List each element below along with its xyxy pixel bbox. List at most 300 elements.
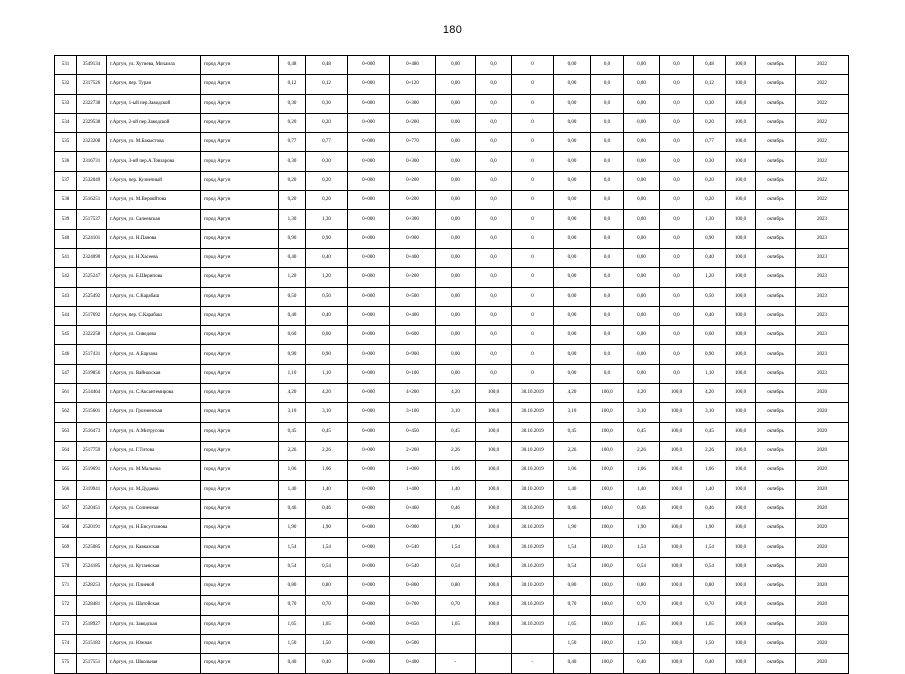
road-name-cell: г.Аргун, ул. Заводская [107,615,201,634]
inspection-date-cell: 30.10.2019 [512,384,554,403]
percent-normative-cell: 100,0 [476,499,512,518]
completion-month-cell: октябрь [756,306,796,325]
percent-standard-cell: 0,0 [660,94,694,113]
length-total-cell: 0,30 [279,152,306,171]
completion-month-cell: октябрь [756,403,796,422]
completion-year-cell: 2020 [796,577,849,596]
start-km-cell: 0+000 [348,248,390,267]
percent-compliant-cell: 100,0 [726,210,756,229]
length-asphalt-cell: 0,60 [306,326,348,345]
length-total-cell: 0,50 [279,287,306,306]
end-km-cell: 0+700 [390,596,436,615]
length-normative-cell: 0,70 [436,596,476,615]
percent-standard-cell: 100,0 [660,441,694,460]
end-km-cell: 2+260 [390,441,436,460]
length-asphalt-cell: 1,06 [306,461,348,480]
percent-repaired-cell: 0,0 [591,113,624,132]
length-standard-cell: 0,00 [624,210,660,229]
length-total-cell: 2,26 [279,441,306,460]
length-asphalt-cell: 0,48 [306,56,348,75]
percent-normative-cell: 0,0 [476,94,512,113]
table-row [55,557,849,576]
percent-normative-cell: 100,0 [476,384,512,403]
inspection-date-cell: 0 [512,345,554,364]
length-normative-cell [436,634,476,653]
percent-standard-cell: 0,0 [660,191,694,210]
percent-compliant-cell: 100,0 [726,229,756,248]
completion-year-cell: 2023 [796,229,849,248]
settlement-cell: город Аргун [201,171,279,190]
length-compliant-cell: 1,40 [694,480,726,499]
length-asphalt-cell: 1,65 [306,615,348,634]
length-asphalt-cell: 0,54 [306,557,348,576]
end-km-cell: 0+500 [390,634,436,653]
length-normative-cell: 0,00 [436,345,476,364]
completion-year-cell: 2023 [796,326,849,345]
percent-standard-cell: 0,0 [660,364,694,383]
percent-standard-cell: 0,0 [660,248,694,267]
road-name-cell: г.Аргун, ул. А.Митрусова [107,422,201,441]
end-km-cell: 0+200 [390,191,436,210]
length-standard-cell: 0,00 [624,191,660,210]
start-km-cell: 0+000 [348,171,390,190]
length-asphalt-cell: 0,90 [306,229,348,248]
percent-standard-cell: 0,0 [660,133,694,152]
length-compliant-cell: 0,46 [694,499,726,518]
length-standard-cell: 0,00 [624,113,660,132]
length-normative-cell: 0,46 [436,499,476,518]
road-id-cell: 2525492 [77,287,107,306]
completion-year-cell: 2020 [796,596,849,615]
length-total-cell: 0,77 [279,133,306,152]
length-compliant-cell: 4,20 [694,384,726,403]
completion-month-cell: октябрь [756,596,796,615]
percent-standard-cell: 100,0 [660,577,694,596]
completion-month-cell: октябрь [756,480,796,499]
length-asphalt-cell: 0,30 [306,94,348,113]
length-standard-cell: 0,00 [624,345,660,364]
length-asphalt-cell: 0,45 [306,422,348,441]
completion-year-cell: 2022 [796,113,849,132]
percent-standard-cell: 100,0 [660,461,694,480]
page-number: 180 [442,24,463,36]
length-standard-cell: 0,70 [624,596,660,615]
completion-month-cell: октябрь [756,461,796,480]
row-number-cell: 535 [55,133,77,152]
table-row [55,268,849,287]
percent-standard-cell: 0,0 [660,152,694,171]
row-number-cell: 536 [55,152,77,171]
length-asphalt-cell: 1,30 [306,210,348,229]
length-total-cell: 1,30 [279,210,306,229]
completion-year-cell: 2023 [796,248,849,267]
length-compliant-cell: 1,54 [694,538,726,557]
inspection-date-cell: 30.10.2019 [512,499,554,518]
percent-repaired-cell: 100,0 [591,634,624,653]
start-km-cell: 0+000 [348,326,390,345]
completion-year-cell: 2020 [796,634,849,653]
settlement-cell: город Аргун [201,345,279,364]
length-repaired-cell: 1,54 [554,538,591,557]
length-standard-cell: 0,54 [624,557,660,576]
percent-standard-cell: 0,0 [660,229,694,248]
road-name-cell: г.Аргун, ул. Кавказская [107,538,201,557]
percent-standard-cell: 0,0 [660,171,694,190]
road-register-table [54,55,849,674]
length-compliant-cell: 0,30 [694,94,726,113]
percent-repaired-cell: 100,0 [591,403,624,422]
percent-compliant-cell: 100,0 [726,654,756,673]
table-row [55,248,849,267]
inspection-date-cell: 0 [512,229,554,248]
length-asphalt-cell: 0,50 [306,287,348,306]
length-compliant-cell: 1,90 [694,519,726,538]
percent-compliant-cell: 100,0 [726,634,756,653]
completion-year-cell: 2023 [796,364,849,383]
percent-standard-cell: 0,0 [660,75,694,94]
completion-month-cell: октябрь [756,56,796,75]
start-km-cell: 0+000 [348,94,390,113]
percent-normative-cell: 0,0 [476,248,512,267]
length-normative-cell: 0,00 [436,171,476,190]
start-km-cell: 0+000 [348,306,390,325]
completion-month-cell: октябрь [756,133,796,152]
length-asphalt-cell: 0,80 [306,577,348,596]
settlement-cell: город Аргун [201,248,279,267]
completion-month-cell: октябрь [756,268,796,287]
length-asphalt-cell: 0,30 [306,152,348,171]
settlement-cell: город Аргун [201,480,279,499]
inspection-date-cell: 0 [512,191,554,210]
start-km-cell: 0+000 [348,345,390,364]
road-id-cell: 2515183 [77,634,107,653]
completion-month-cell: октябрь [756,422,796,441]
road-id-cell: 2516251 [77,191,107,210]
completion-month-cell: октябрь [756,171,796,190]
percent-repaired-cell: 0,0 [591,229,624,248]
inspection-date-cell: 0 [512,364,554,383]
percent-repaired-cell: 0,0 [591,133,624,152]
inspection-date-cell: 0 [512,248,554,267]
end-km-cell: 0+450 [390,422,436,441]
percent-normative-cell: 0,0 [476,345,512,364]
row-number-cell: 539 [55,210,77,229]
settlement-cell: город Аргун [201,268,279,287]
start-km-cell: 0+000 [348,441,390,460]
length-repaired-cell: 0,70 [554,596,591,615]
completion-year-cell: 2020 [796,538,849,557]
settlement-cell: город Аргун [201,634,279,653]
percent-compliant-cell: 100,0 [726,191,756,210]
start-km-cell: 0+000 [348,403,390,422]
length-asphalt-cell: 0,20 [306,191,348,210]
completion-month-cell: октябрь [756,94,796,113]
end-km-cell: 0+540 [390,538,436,557]
length-asphalt-cell: 0,90 [306,345,348,364]
length-normative-cell: 0,00 [436,248,476,267]
start-km-cell: 0+000 [348,287,390,306]
length-asphalt-cell: 0,20 [306,113,348,132]
start-km-cell: 0+000 [348,538,390,557]
percent-repaired-cell: 0,0 [591,287,624,306]
end-km-cell: 4+200 [390,384,436,403]
completion-year-cell: 2022 [796,75,849,94]
percent-normative-cell [476,634,512,653]
length-standard-cell: 0,00 [624,75,660,94]
table-row [55,113,849,132]
length-repaired-cell: 0,00 [554,345,591,364]
length-standard-cell: 0,00 [624,287,660,306]
table-row [55,480,849,499]
percent-compliant-cell: 100,0 [726,403,756,422]
percent-repaired-cell: 0,0 [591,345,624,364]
percent-compliant-cell: 100,0 [726,384,756,403]
percent-compliant-cell: 100,0 [726,577,756,596]
row-number-cell: 561 [55,384,77,403]
inspection-date-cell: 0 [512,152,554,171]
length-normative-cell: - [436,654,476,673]
road-id-cell: 2532049 [77,171,107,190]
percent-normative-cell: 100,0 [476,538,512,557]
row-number-cell: 562 [55,403,77,422]
length-standard-cell: 1,50 [624,634,660,653]
length-total-cell: 0,90 [279,345,306,364]
percent-normative-cell: 0,0 [476,326,512,345]
percent-compliant-cell: 100,0 [726,287,756,306]
percent-repaired-cell: 0,0 [591,210,624,229]
end-km-cell: 0+900 [390,345,436,364]
length-total-cell: 0,20 [279,113,306,132]
length-standard-cell: 0,00 [624,133,660,152]
row-number-cell: 545 [55,326,77,345]
length-repaired-cell: 0,00 [554,229,591,248]
percent-repaired-cell: 0,0 [591,326,624,345]
row-number-cell: 568 [55,519,77,538]
length-total-cell: 0,20 [279,191,306,210]
road-name-cell: г.Аргун, ул. Н.Бисултанова [107,519,201,538]
length-normative-cell: 0,54 [436,557,476,576]
table-row [55,596,849,615]
percent-compliant-cell: 100,0 [726,364,756,383]
completion-year-cell: 2020 [796,654,849,673]
road-name-cell: г.Аргун, ул. С.Карабаш [107,287,201,306]
percent-normative-cell: 100,0 [476,441,512,460]
table-row [55,75,849,94]
length-asphalt-cell: 1,40 [306,480,348,499]
road-name-cell: г.Аргун, ул. Грозненская [107,403,201,422]
row-number-cell: 538 [55,191,77,210]
settlement-cell: город Аргун [201,152,279,171]
percent-standard-cell: 100,0 [660,634,694,653]
length-asphalt-cell: 0,12 [306,75,348,94]
percent-standard-cell: 100,0 [660,384,694,403]
table-row [55,422,849,441]
inspection-date-cell: 0 [512,268,554,287]
table-row [55,615,849,634]
percent-standard-cell: 100,0 [660,557,694,576]
length-standard-cell: 2,26 [624,441,660,460]
percent-repaired-cell: 0,0 [591,364,624,383]
start-km-cell: 0+000 [348,634,390,653]
percent-compliant-cell: 100,0 [726,75,756,94]
length-compliant-cell: 0,80 [694,577,726,596]
percent-repaired-cell: 100,0 [591,422,624,441]
inspection-date-cell: 30.10.2019 [512,441,554,460]
completion-year-cell: 2022 [796,56,849,75]
percent-compliant-cell: 100,0 [726,306,756,325]
length-normative-cell: 0,00 [436,229,476,248]
percent-compliant-cell: 100,0 [726,133,756,152]
percent-repaired-cell: 0,0 [591,152,624,171]
start-km-cell: 0+000 [348,422,390,441]
length-standard-cell: 1,40 [624,480,660,499]
completion-year-cell: 2022 [796,94,849,113]
percent-normative-cell: 0,0 [476,229,512,248]
length-repaired-cell: 0,00 [554,75,591,94]
start-km-cell: 0+000 [348,384,390,403]
inspection-date-cell: 0 [512,326,554,345]
length-total-cell: 1,20 [279,268,306,287]
table-row [55,577,849,596]
road-name-cell: г.Аргун, ул. С.Аксантемирова [107,384,201,403]
table-row [55,306,849,325]
percent-compliant-cell: 100,0 [726,441,756,460]
length-compliant-cell: 0,45 [694,422,726,441]
percent-normative-cell: 100,0 [476,596,512,615]
row-number-cell: 570 [55,557,77,576]
road-name-cell: г.Аргун, ул. М.Бакыстова [107,133,201,152]
completion-month-cell: октябрь [756,519,796,538]
length-repaired-cell: 0,00 [554,210,591,229]
road-name-cell: г.Аргун, 1-ый пер.Заводской [107,94,201,113]
settlement-cell: город Аргун [201,287,279,306]
length-total-cell: 0,48 [279,56,306,75]
settlement-cell: город Аргун [201,615,279,634]
inspection-date-cell: 0 [512,94,554,113]
end-km-cell: 0+200 [390,171,436,190]
percent-normative-cell: 0,0 [476,133,512,152]
completion-month-cell: октябрь [756,654,796,673]
settlement-cell: город Аргун [201,441,279,460]
length-standard-cell: 0,00 [624,229,660,248]
row-number-cell: 574 [55,634,77,653]
percent-normative-cell: 100,0 [476,557,512,576]
end-km-cell: 0+400 [390,248,436,267]
road-id-cell: 2323208 [77,133,107,152]
length-total-cell: 1,90 [279,519,306,538]
settlement-cell: город Аргун [201,519,279,538]
table-row [55,461,849,480]
percent-repaired-cell: 0,0 [591,306,624,325]
road-id-cell: 2514464 [77,384,107,403]
settlement-cell: город Аргун [201,384,279,403]
length-repaired-cell: 1,65 [554,615,591,634]
end-km-cell: 0+480 [390,56,436,75]
length-asphalt-cell: 1,10 [306,364,348,383]
road-name-cell: г.Аргун, ул. Южная [107,634,201,653]
completion-month-cell: октябрь [756,326,796,345]
road-id-cell: 2322738 [77,94,107,113]
settlement-cell: город Аргун [201,557,279,576]
percent-normative-cell: 100,0 [476,615,512,634]
length-repaired-cell: 0,00 [554,326,591,345]
road-id-cell: 2524185 [77,557,107,576]
percent-standard-cell: 100,0 [660,615,694,634]
start-km-cell: 0+000 [348,191,390,210]
percent-normative-cell: 100,0 [476,403,512,422]
end-km-cell: 0+460 [390,499,436,518]
length-normative-cell: 0,00 [436,306,476,325]
percent-normative-cell: 0,0 [476,268,512,287]
inspection-date-cell: 0 [512,171,554,190]
row-number-cell: 566 [55,480,77,499]
road-id-cell: 2517551 [77,654,107,673]
length-repaired-cell: 0,00 [554,287,591,306]
percent-normative-cell: 0,0 [476,306,512,325]
length-normative-cell: 4,20 [436,384,476,403]
road-id-cell: 2517431 [77,345,107,364]
length-total-cell: 0,60 [279,326,306,345]
length-repaired-cell: 4,20 [554,384,591,403]
length-normative-cell: 1,54 [436,538,476,557]
percent-compliant-cell: 100,0 [726,113,756,132]
start-km-cell: 0+000 [348,56,390,75]
table-row [55,56,849,75]
length-compliant-cell: 3,10 [694,403,726,422]
percent-normative-cell: 0,0 [476,171,512,190]
road-id-cell: 2517692 [77,306,107,325]
road-id-cell: 2525085 [77,538,107,557]
percent-normative-cell: 0,0 [476,75,512,94]
length-repaired-cell: 0,46 [554,499,591,518]
percent-repaired-cell: 0,0 [591,191,624,210]
row-number-cell: 533 [55,94,77,113]
end-km-cell: 0+650 [390,615,436,634]
length-compliant-cell: 0,50 [694,287,726,306]
percent-compliant-cell: 100,0 [726,268,756,287]
length-asphalt-cell: 0,40 [306,654,348,673]
completion-year-cell: 2020 [796,615,849,634]
percent-compliant-cell: 100,0 [726,94,756,113]
table-row [55,345,849,364]
row-number-cell: 537 [55,171,77,190]
percent-normative-cell: 0,0 [476,287,512,306]
road-name-cell: г.Аргун, ул. М.Мальина [107,461,201,480]
percent-compliant-cell: 100,0 [726,171,756,190]
length-total-cell: 1,40 [279,480,306,499]
length-asphalt-cell: 0,77 [306,133,348,152]
length-compliant-cell: 2,26 [694,441,726,460]
length-total-cell: 0,40 [279,306,306,325]
completion-month-cell: октябрь [756,229,796,248]
percent-repaired-cell: 100,0 [591,654,624,673]
percent-repaired-cell: 100,0 [591,596,624,615]
length-normative-cell: 1,40 [436,480,476,499]
table-row [55,171,849,190]
row-number-cell: 544 [55,306,77,325]
completion-month-cell: октябрь [756,287,796,306]
length-repaired-cell: 0,80 [554,577,591,596]
start-km-cell: 0+000 [348,577,390,596]
completion-year-cell: 2022 [796,152,849,171]
length-repaired-cell: 0,00 [554,113,591,132]
completion-month-cell: октябрь [756,577,796,596]
percent-compliant-cell: 100,0 [726,152,756,171]
end-km-cell: 0+120 [390,75,436,94]
road-name-cell: г.Аргун, ул. Хутиева, Михаила [107,56,201,75]
completion-month-cell: октябрь [756,113,796,132]
table-row [55,364,849,383]
